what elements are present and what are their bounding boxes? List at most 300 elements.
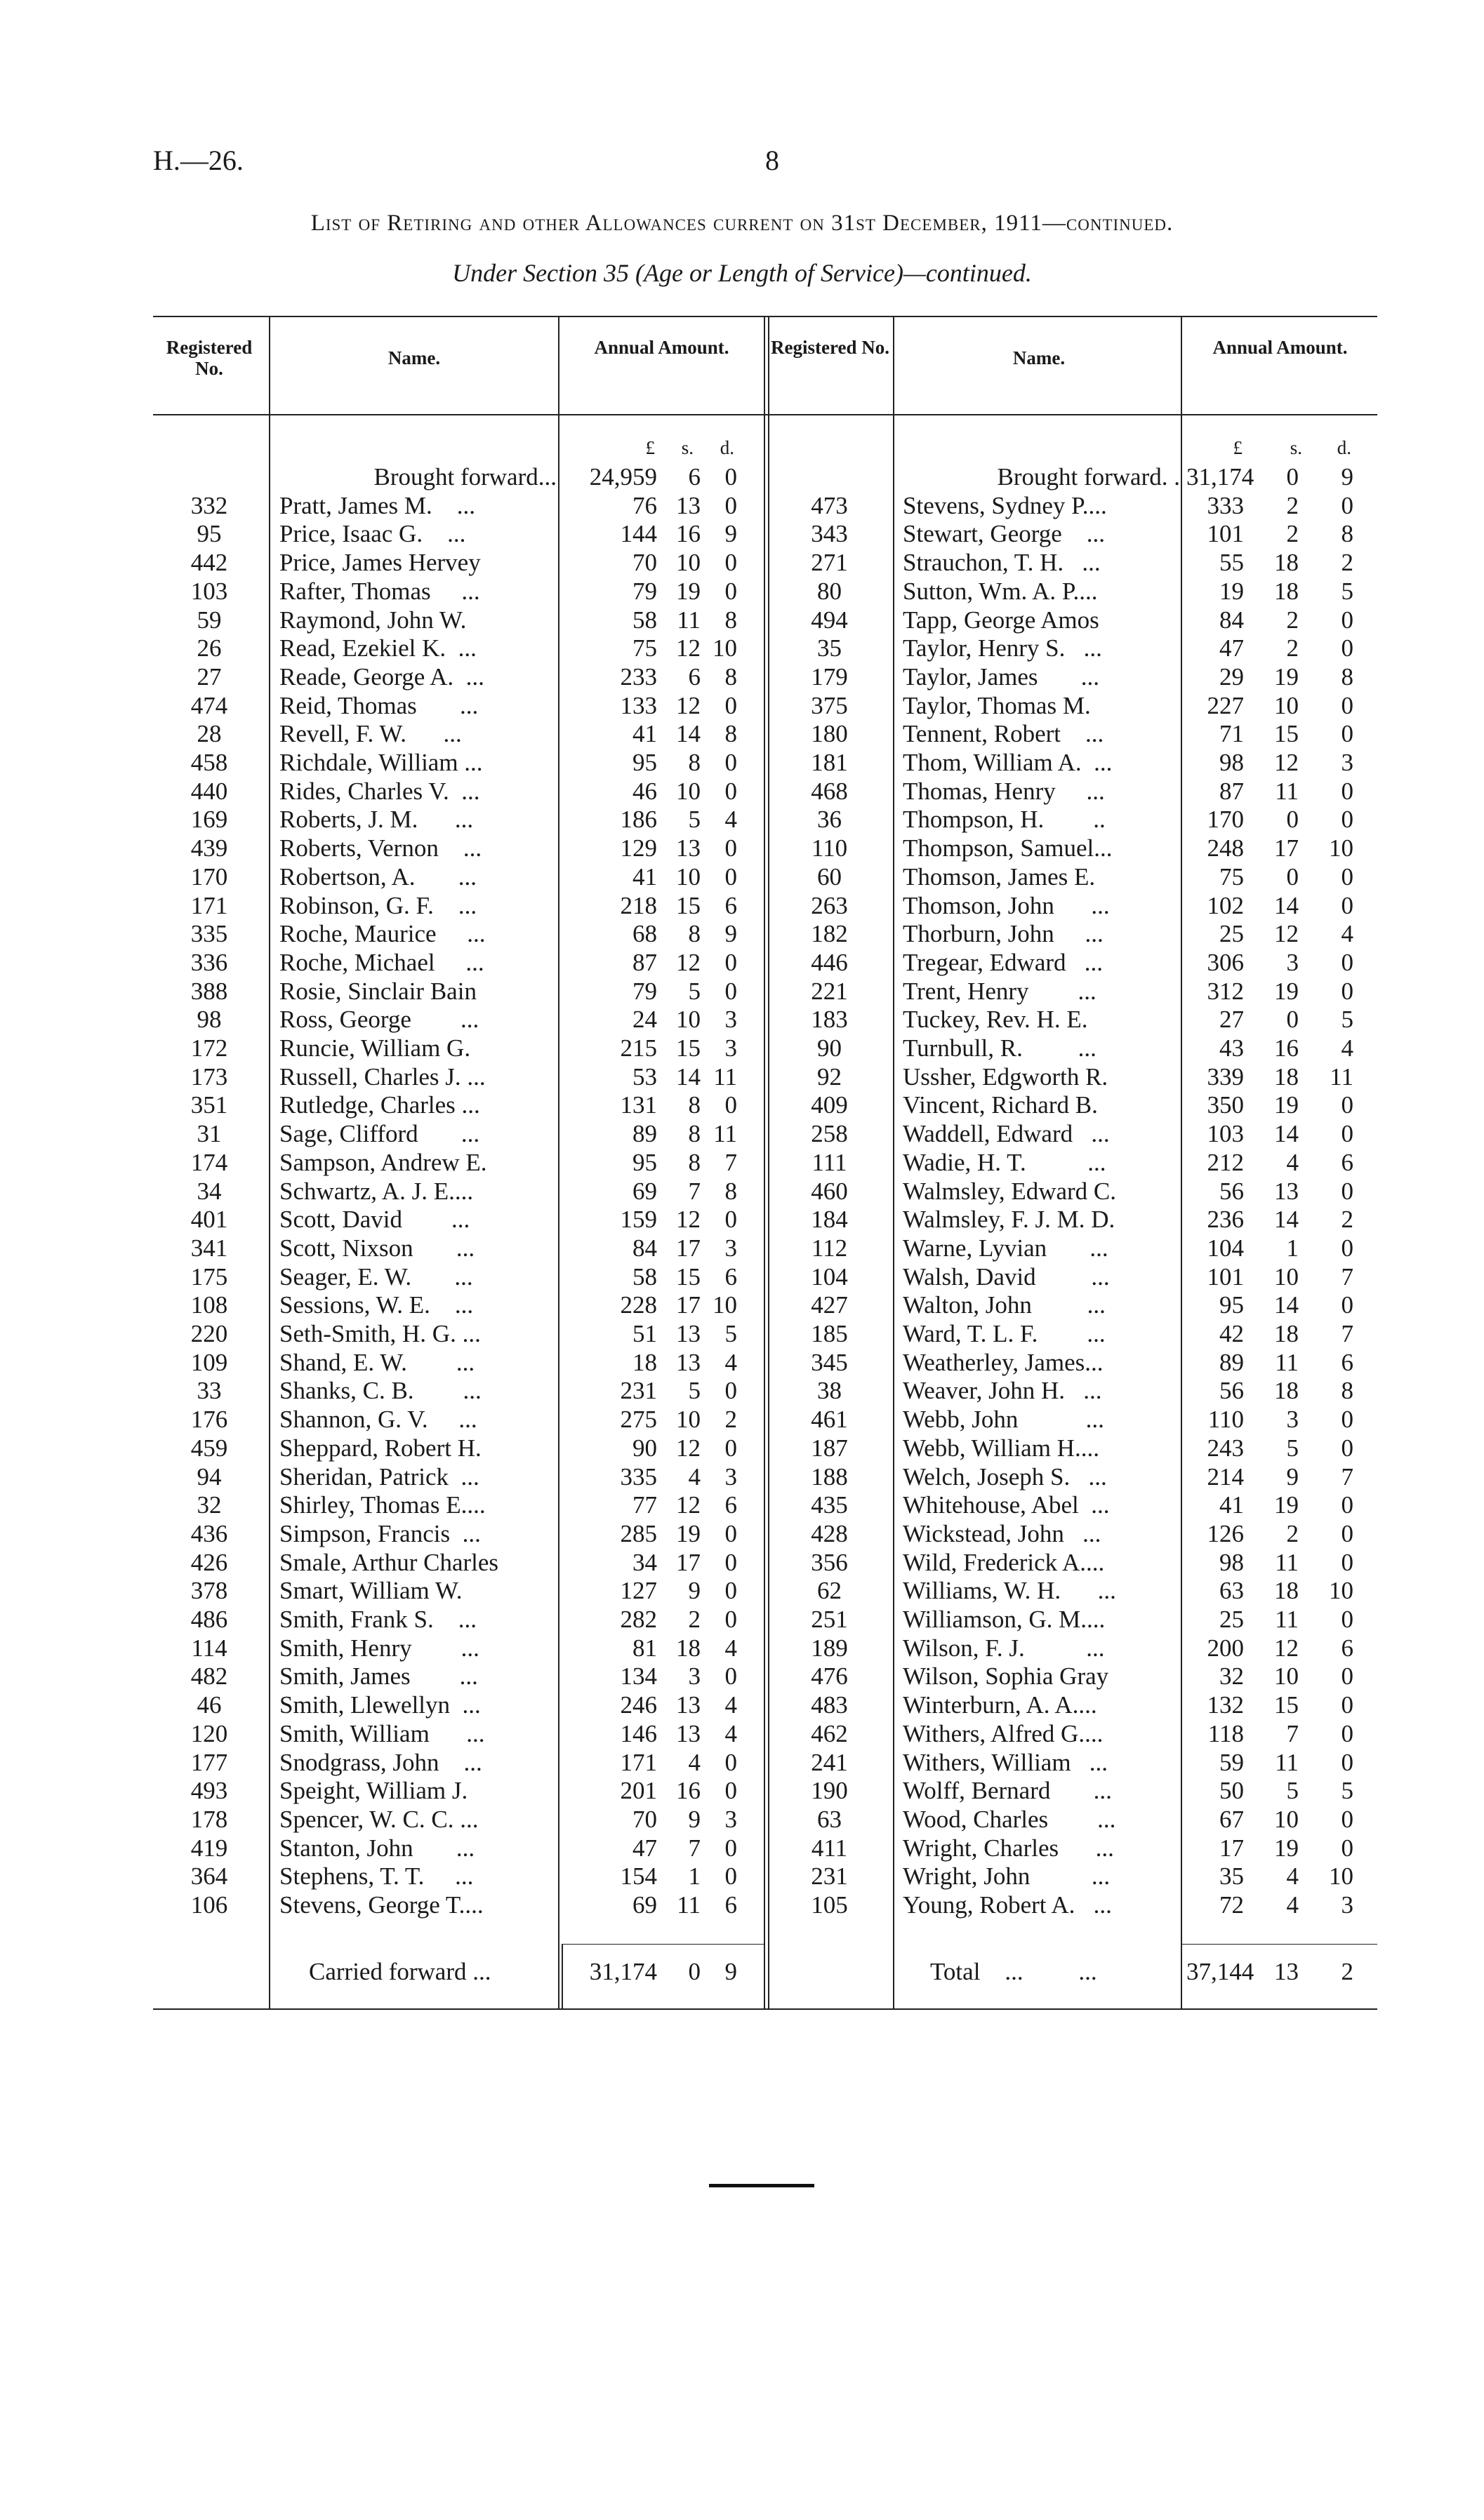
left-row-shillings: 18	[676, 1634, 701, 1662]
left-brought-forward-shillings: 6	[688, 463, 701, 491]
left-row-shillings: 8	[688, 1120, 701, 1148]
left-row-name: Simpson, Francis ...	[279, 1519, 481, 1547]
left-row-pounds: 201	[620, 1777, 657, 1805]
right-row-pence: 2	[1341, 1206, 1353, 1234]
total-rule	[1181, 1944, 1377, 1945]
left-row-name: Price, James Hervey	[279, 549, 481, 577]
right-row-name: Ward, T. L. F. ...	[903, 1320, 1106, 1347]
left-row-name: Raymond, John W.	[279, 606, 467, 634]
left-row-shillings: 17	[676, 1548, 701, 1576]
right-row-pence: 7	[1341, 1462, 1353, 1491]
col-header-name-left: Name.	[387, 347, 441, 368]
left-row-name: Seager, E. W. ...	[279, 1262, 473, 1291]
right-row-pence: 8	[1341, 1377, 1353, 1405]
left-row-pounds: 81	[632, 1634, 657, 1662]
right-row-name: Waddell, Edward ...	[903, 1120, 1110, 1148]
right-row-registered-no: 446	[811, 948, 848, 976]
left-row-shillings: 15	[676, 1262, 701, 1291]
left-row-registered-no: 120	[190, 1719, 228, 1747]
left-row-pounds: 154	[620, 1862, 657, 1891]
left-row-pence: 0	[724, 1377, 737, 1405]
right-row-pounds: 126	[1207, 1519, 1244, 1547]
left-row-name: Price, Isaac G. ...	[279, 520, 466, 548]
right-row-registered-no: 92	[817, 1062, 842, 1091]
left-row-pounds: 131	[620, 1091, 657, 1119]
subtitle-text: Under Section 35 (Age or Length of Service)—continued.	[452, 259, 1032, 287]
right-row-pence: 3	[1341, 1891, 1353, 1919]
left-row-pence: 2	[724, 1406, 737, 1434]
left-row-shillings: 13	[676, 1691, 701, 1719]
right-row-shillings: 14	[1274, 1120, 1299, 1148]
right-row-pounds: 32	[1219, 1662, 1244, 1691]
right-row-pence: 4	[1341, 1034, 1353, 1062]
right-row-pounds: 75	[1219, 862, 1244, 891]
left-row-pounds: 69	[632, 1891, 657, 1919]
right-row-pence: 0	[1341, 1606, 1353, 1633]
left-row-pounds: 171	[620, 1748, 657, 1776]
left-row-shillings: 7	[688, 1834, 701, 1862]
left-row-pounds: 58	[632, 1262, 657, 1291]
left-row-registered-no: 440	[190, 777, 228, 805]
left-row-registered-no: 176	[190, 1406, 228, 1434]
right-row-shillings: 5	[1286, 1434, 1299, 1462]
left-row-pence: 7	[724, 1148, 737, 1176]
right-row-pence: 0	[1341, 1662, 1353, 1691]
left-row-registered-no: 220	[190, 1320, 228, 1347]
right-row-name: Warne, Lyvian ...	[903, 1234, 1108, 1262]
right-row-shillings: 19	[1274, 1491, 1299, 1519]
left-row-registered-no: 169	[190, 806, 228, 834]
right-row-shillings: 1	[1286, 1234, 1299, 1262]
right-row-shillings: 0	[1286, 806, 1299, 834]
right-row-pence: 0	[1341, 1519, 1353, 1547]
right-row-shillings: 9	[1286, 1462, 1299, 1491]
left-row-pence: 0	[724, 1748, 737, 1776]
right-row-registered-no: 460	[811, 1177, 848, 1205]
right-row-pence: 10	[1329, 834, 1353, 862]
left-row-shillings: 12	[676, 634, 701, 662]
right-row-registered-no: 263	[811, 891, 848, 919]
right-row-pounds: 72	[1219, 1891, 1244, 1919]
left-row-registered-no: 458	[190, 749, 228, 776]
left-row-shillings: 13	[676, 491, 701, 519]
carried-forward-pounds: 31,174	[589, 1958, 657, 1985]
column-divider	[764, 316, 765, 2008]
right-row-pounds: 98	[1219, 1548, 1244, 1576]
right-row-registered-no: 251	[811, 1606, 848, 1633]
left-row-name: Scott, David ...	[279, 1206, 470, 1234]
left-row-pence: 0	[724, 862, 737, 891]
right-row-name: Walmsley, F. J. M. D.	[903, 1206, 1115, 1234]
left-row-shillings: 17	[676, 1291, 701, 1319]
right-row-pence: 0	[1341, 977, 1353, 1005]
left-row-pounds: 77	[632, 1491, 657, 1519]
right-row-name: Tuckey, Rev. H. E.	[903, 1006, 1088, 1034]
right-row-name: Strauchon, T. H. ...	[903, 549, 1101, 577]
left-row-shillings: 12	[676, 948, 701, 976]
left-row-pence: 3	[724, 1034, 737, 1062]
left-row-pounds: 79	[632, 977, 657, 1005]
right-row-shillings: 4	[1286, 1148, 1299, 1176]
left-row-name: Speight, William J.	[279, 1777, 468, 1805]
right-row-shillings: 18	[1274, 1377, 1299, 1405]
right-row-shillings: 17	[1274, 834, 1299, 862]
right-row-registered-no: 110	[811, 834, 848, 862]
right-row-registered-no: 188	[811, 1462, 848, 1491]
right-row-shillings: 0	[1286, 862, 1299, 891]
left-brought-forward-pence: 0	[724, 463, 737, 491]
right-row-pounds: 306	[1207, 948, 1244, 976]
right-row-name: Walton, John ...	[903, 1291, 1106, 1319]
right-row-shillings: 2	[1286, 520, 1299, 548]
right-row-registered-no: 90	[817, 1034, 842, 1062]
right-row-registered-no: 221	[811, 977, 848, 1005]
left-row-pence: 0	[724, 549, 737, 577]
left-row-name: Rides, Charles V. ...	[279, 777, 480, 805]
left-row-pounds: 69	[632, 1177, 657, 1205]
left-row-registered-no: 474	[190, 691, 228, 719]
left-row-pence: 0	[724, 491, 737, 519]
left-row-shillings: 19	[676, 577, 701, 605]
left-row-pence: 4	[724, 806, 737, 834]
left-row-name: Scott, Nixson ...	[279, 1234, 475, 1262]
right-row-shillings: 4	[1286, 1891, 1299, 1919]
left-row-pence: 0	[724, 1548, 737, 1576]
right-row-registered-no: 104	[811, 1262, 848, 1291]
left-row-pounds: 90	[632, 1434, 657, 1462]
left-row-pounds: 186	[620, 806, 657, 834]
total-pounds: 37,144	[1186, 1958, 1254, 1985]
right-row-shillings: 11	[1275, 1548, 1299, 1576]
left-row-shillings: 12	[676, 1206, 701, 1234]
left-row-pence: 8	[724, 1177, 737, 1205]
left-row-name: Roberts, Vernon ...	[279, 834, 482, 862]
left-row-shillings: 8	[688, 1091, 701, 1119]
left-row-pounds: 95	[632, 749, 657, 776]
left-row-name: Roche, Michael ...	[279, 948, 484, 976]
column-divider	[558, 316, 559, 2008]
right-row-pence: 11	[1330, 1062, 1353, 1091]
right-row-name: Taylor, Henry S. ...	[903, 634, 1102, 662]
left-row-name: Rosie, Sinclair Bain	[279, 977, 477, 1005]
right-row-name: Williams, W. H. ...	[903, 1577, 1116, 1605]
left-row-name: Sessions, W. E. ...	[279, 1291, 474, 1319]
left-row-pounds: 275	[620, 1406, 657, 1434]
right-row-shillings: 18	[1274, 1577, 1299, 1605]
left-row-pounds: 79	[632, 577, 657, 605]
right-row-name: Thomson, John ...	[903, 891, 1110, 919]
left-row-name: Reade, George A. ...	[279, 662, 484, 691]
left-row-shillings: 2	[688, 1606, 701, 1633]
right-row-registered-no: 38	[817, 1377, 842, 1405]
left-row-pence: 9	[724, 920, 737, 948]
left-row-pounds: 24	[632, 1006, 657, 1034]
right-row-registered-no: 375	[811, 691, 848, 719]
right-row-pounds: 350	[1207, 1091, 1244, 1119]
left-row-pounds: 282	[620, 1606, 657, 1633]
left-row-shillings: 15	[676, 1034, 701, 1062]
right-row-name: Walsh, David ...	[903, 1262, 1110, 1291]
right-row-pounds: 35	[1219, 1862, 1244, 1891]
left-row-pounds: 233	[620, 662, 657, 691]
right-row-registered-no: 427	[811, 1291, 848, 1319]
left-row-pounds: 215	[620, 1034, 657, 1062]
left-row-shillings: 4	[688, 1748, 701, 1776]
left-row-pence: 6	[724, 1891, 737, 1919]
left-row-name: Stephens, T. T. ...	[279, 1862, 474, 1891]
right-row-pounds: 104	[1207, 1234, 1244, 1262]
right-row-registered-no: 461	[811, 1406, 848, 1434]
left-row-shillings: 5	[688, 806, 701, 834]
right-row-name: Withers, William ...	[903, 1748, 1108, 1776]
left-row-shillings: 1	[688, 1862, 701, 1891]
left-row-registered-no: 493	[190, 1777, 228, 1805]
right-row-pence: 10	[1329, 1862, 1353, 1891]
left-row-pence: 3	[724, 1234, 737, 1262]
right-row-shillings: 4	[1286, 1862, 1299, 1891]
right-row-name: Wright, John ...	[903, 1862, 1111, 1891]
left-row-registered-no: 173	[190, 1062, 228, 1091]
left-row-pence: 4	[724, 1634, 737, 1662]
right-row-pounds: 103	[1207, 1120, 1244, 1148]
right-row-name: Wolff, Bernard ...	[903, 1777, 1112, 1805]
right-row-registered-no: 428	[811, 1519, 848, 1547]
right-row-name: Turnbull, R. ...	[903, 1034, 1097, 1062]
right-row-registered-no: 343	[811, 520, 848, 548]
left-row-name: Read, Ezekiel K. ...	[279, 634, 477, 662]
right-row-shillings: 10	[1274, 1262, 1299, 1291]
left-row-pounds: 285	[620, 1519, 657, 1547]
right-row-shillings: 14	[1274, 1291, 1299, 1319]
left-row-registered-no: 46	[197, 1691, 222, 1719]
right-row-pounds: 101	[1207, 1262, 1244, 1291]
right-row-pence: 6	[1341, 1634, 1353, 1662]
left-row-registered-no: 336	[190, 948, 228, 976]
right-row-shillings: 19	[1274, 977, 1299, 1005]
right-row-pounds: 212	[1207, 1148, 1244, 1176]
right-row-shillings: 3	[1286, 1406, 1299, 1434]
right-row-pence: 8	[1341, 662, 1353, 691]
left-row-pence: 6	[724, 891, 737, 919]
right-row-shillings: 12	[1274, 920, 1299, 948]
left-row-shillings: 14	[676, 1062, 701, 1091]
right-row-name: Stewart, George ...	[903, 520, 1106, 548]
table-bottom-rule	[153, 2008, 1377, 2010]
left-row-registered-no: 436	[190, 1519, 228, 1547]
right-row-pence: 0	[1341, 806, 1353, 834]
right-row-registered-no: 187	[811, 1434, 848, 1462]
right-brought-forward-shillings: 0	[1286, 463, 1299, 491]
right-brought-forward-pounds: 31,174	[1186, 463, 1254, 491]
left-row-pence: 6	[724, 1262, 737, 1291]
right-row-pence: 0	[1341, 1719, 1353, 1747]
right-row-pence: 0	[1341, 1291, 1353, 1319]
right-row-pounds: 25	[1219, 1606, 1244, 1633]
right-row-shillings: 19	[1274, 1091, 1299, 1119]
left-row-pounds: 75	[632, 634, 657, 662]
left-row-name: Smith, James ...	[279, 1662, 478, 1691]
right-row-pounds: 333	[1207, 491, 1244, 519]
right-row-registered-no: 435	[811, 1491, 848, 1519]
col-header-registered-no-left: Registered No.	[166, 337, 253, 379]
column-divider	[1181, 316, 1182, 2008]
right-row-shillings: 18	[1274, 577, 1299, 605]
left-row-registered-no: 33	[197, 1377, 222, 1405]
left-row-pence: 0	[724, 1834, 737, 1862]
left-row-name: Sheppard, Robert H.	[279, 1434, 482, 1462]
right-row-shillings: 10	[1274, 1662, 1299, 1691]
right-row-registered-no: 183	[811, 1006, 848, 1034]
left-row-pounds: 58	[632, 606, 657, 634]
left-row-pence: 3	[724, 1805, 737, 1833]
left-row-registered-no: 31	[197, 1120, 222, 1148]
left-row-registered-no: 109	[190, 1348, 228, 1376]
left-row-shillings: 10	[676, 777, 701, 805]
right-row-pounds: 47	[1219, 634, 1244, 662]
right-row-pounds: 102	[1207, 891, 1244, 919]
left-row-shillings: 12	[676, 1491, 701, 1519]
right-row-shillings: 3	[1286, 948, 1299, 976]
right-row-pence: 0	[1341, 720, 1353, 748]
right-row-registered-no: 468	[811, 777, 848, 805]
right-row-shillings: 11	[1275, 1748, 1299, 1776]
right-row-shillings: 11	[1275, 1606, 1299, 1633]
left-row-shillings: 13	[676, 1320, 701, 1347]
left-row-pence: 11	[713, 1062, 737, 1091]
left-row-pounds: 47	[632, 1834, 657, 1862]
left-row-name: Richdale, William ...	[279, 749, 483, 776]
left-row-pounds: 159	[620, 1206, 657, 1234]
left-row-pounds: 89	[632, 1120, 657, 1148]
left-row-name: Roche, Maurice ...	[279, 920, 486, 948]
left-row-registered-no: 114	[191, 1634, 227, 1662]
right-row-registered-no: 356	[811, 1548, 848, 1576]
left-row-shillings: 3	[688, 1662, 701, 1691]
right-row-name: Ussher, Edgworth R.	[903, 1062, 1108, 1091]
left-row-shillings: 11	[677, 606, 701, 634]
left-row-pounds: 70	[632, 1805, 657, 1833]
page-number: 8	[765, 145, 779, 176]
right-row-name: Webb, William H....	[903, 1434, 1099, 1462]
left-row-pounds: 51	[632, 1320, 657, 1347]
right-row-pounds: 101	[1207, 520, 1244, 548]
left-row-shillings: 14	[676, 720, 701, 748]
right-row-registered-no: 494	[811, 606, 848, 634]
left-row-name: Schwartz, A. J. E....	[279, 1177, 474, 1205]
right-row-pounds: 95	[1219, 1291, 1244, 1319]
right-row-registered-no: 35	[817, 634, 842, 662]
left-row-shillings: 12	[676, 1434, 701, 1462]
left-row-registered-no: 171	[190, 891, 228, 919]
right-row-name: Thom, William A. ...	[903, 749, 1113, 776]
right-row-name: Walmsley, Edward C.	[903, 1177, 1117, 1205]
left-row-pounds: 129	[620, 834, 657, 862]
left-row-pence: 0	[724, 777, 737, 805]
left-row-registered-no: 94	[197, 1462, 222, 1491]
right-row-pence: 0	[1341, 491, 1353, 519]
left-row-shillings: 17	[676, 1234, 701, 1262]
right-row-pounds: 67	[1219, 1805, 1244, 1833]
left-row-pence: 0	[724, 948, 737, 976]
left-brought-forward-pounds: 24,959	[589, 463, 657, 491]
left-row-name: Seth-Smith, H. G. ...	[279, 1320, 481, 1347]
left-row-registered-no: 388	[190, 977, 228, 1005]
right-row-pence: 0	[1341, 1548, 1353, 1576]
left-row-pounds: 68	[632, 920, 657, 948]
left-row-pounds: 84	[632, 1234, 657, 1262]
right-row-name: Welch, Joseph S. ...	[903, 1462, 1107, 1491]
right-row-registered-no: 181	[811, 749, 848, 776]
right-row-pounds: 71	[1219, 720, 1244, 748]
right-row-registered-no: 345	[811, 1348, 848, 1376]
col-header-amount-left: Annual Amount.	[594, 337, 729, 358]
right-row-name: Wickstead, John ...	[903, 1519, 1101, 1547]
right-row-registered-no: 111	[811, 1148, 847, 1176]
left-row-pence: 8	[724, 662, 737, 691]
left-row-shillings: 10	[676, 549, 701, 577]
right-row-registered-no: 476	[811, 1662, 848, 1691]
right-row-registered-no: 63	[817, 1805, 842, 1833]
right-row-pence: 0	[1341, 606, 1353, 634]
left-row-registered-no: 442	[190, 549, 228, 577]
left-row-name: Sage, Clifford ...	[279, 1120, 480, 1148]
right-row-pounds: 89	[1219, 1348, 1244, 1376]
document-subtitle	[0, 258, 1484, 288]
left-row-shillings: 5	[688, 977, 701, 1005]
left-row-registered-no: 439	[190, 834, 228, 862]
right-row-pounds: 170	[1207, 806, 1244, 834]
right-row-pence: 0	[1341, 1234, 1353, 1262]
left-row-pence: 6	[724, 1491, 737, 1519]
header-bottom-rule	[153, 414, 1377, 415]
col-header-registered-no-right: Registered No.	[771, 337, 889, 358]
right-row-shillings: 7	[1286, 1719, 1299, 1747]
left-row-pounds: 144	[620, 520, 657, 548]
left-row-registered-no: 34	[197, 1177, 222, 1205]
left-brought-forward-label: Brought forward...	[373, 463, 557, 491]
left-row-name: Smale, Arthur Charles	[279, 1548, 499, 1576]
right-row-pounds: 236	[1207, 1206, 1244, 1234]
left-row-shillings: 13	[676, 1348, 701, 1376]
right-row-registered-no: 231	[811, 1862, 848, 1891]
unit-shilling-left: s.	[681, 437, 694, 458]
left-row-registered-no: 28	[197, 720, 222, 748]
right-row-pence: 0	[1341, 891, 1353, 919]
left-row-registered-no: 332	[190, 491, 228, 519]
total-label: Total ... ...	[930, 1958, 1097, 1985]
total-shillings: 13	[1274, 1958, 1299, 1985]
left-row-registered-no: 27	[197, 662, 222, 691]
left-row-pence: 4	[724, 1719, 737, 1747]
right-row-name: Webb, John ...	[903, 1406, 1104, 1434]
right-row-registered-no: 241	[811, 1748, 848, 1776]
left-row-name: Smith, William ...	[279, 1719, 485, 1747]
left-row-name: Spencer, W. C. C. ...	[279, 1805, 479, 1833]
right-row-registered-no: 189	[811, 1634, 848, 1662]
right-row-name: Trent, Henry ...	[903, 977, 1097, 1005]
document-title: List of Retiring and other Allowances current on 31st December, 1911—continued.	[310, 211, 1174, 236]
right-row-registered-no: 182	[811, 920, 848, 948]
left-row-pence: 3	[724, 1006, 737, 1034]
right-row-pence: 0	[1341, 1691, 1353, 1719]
left-row-registered-no: 426	[190, 1548, 228, 1576]
right-row-name: Whitehouse, Abel ...	[903, 1491, 1110, 1519]
right-row-pence: 7	[1341, 1320, 1353, 1347]
left-row-shillings: 4	[688, 1462, 701, 1491]
left-row-shillings: 6	[688, 662, 701, 691]
left-row-shillings: 13	[676, 1719, 701, 1747]
left-row-registered-no: 175	[190, 1262, 228, 1291]
